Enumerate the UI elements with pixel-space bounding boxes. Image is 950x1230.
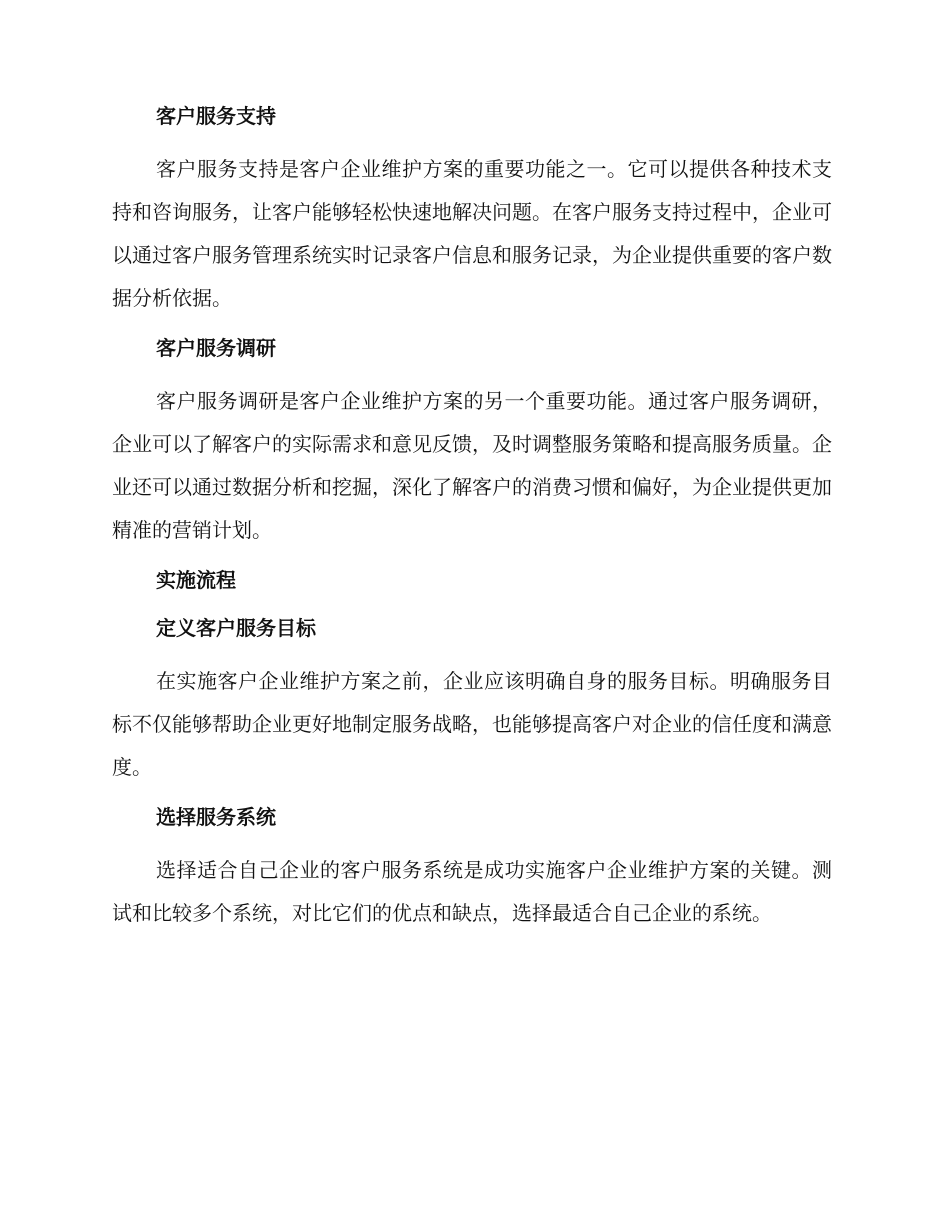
- section-heading-customer-service-support: 客户服务支持: [156, 104, 276, 128]
- section-heading-select-service-system: 选择服务系统: [156, 805, 276, 829]
- section-heading-define-service-goals: 定义客户服务目标: [156, 616, 316, 640]
- paragraph-select-service-system: 选择适合自己企业的客户服务系统是成功实施客户企业维护方案的关键。测试和比较多个系统，对比它们的优点和缺点，选择最适合自己企业的系统。: [112, 858, 832, 925]
- paragraph-customer-service-support: 客户服务支持是客户企业维护方案的重要功能之一。它可以提供各种技术支持和咨询服务，让客户能够轻松快速地解决问题。在客户服务支持过程中，企业可以通过客户服务管理系统实时记录客户信息和服务记录，为企业提供重要的客户数据分析依据。: [112, 157, 832, 310]
- paragraph-customer-service-research: 客户服务调研是客户企业维护方案的另一个重要功能。通过客户服务调研，企业可以了解客户的实际需求和意见反馈，及时调整服务策略和提高服务质量。企业还可以通过数据分析和挖掘，深化了解客户的消费习惯和偏好，为企业提供更加精准的营销计划。: [112, 389, 832, 542]
- paragraph-define-service-goals: 在实施客户企业维护方案之前，企业应该明确自身的服务目标。明确服务目标不仅能够帮助企业更好地制定服务战略，也能够提高客户对企业的信任度和满意度。: [112, 669, 832, 779]
- section-heading-implementation-process: 实施流程: [156, 568, 236, 592]
- section-heading-customer-service-research: 客户服务调研: [156, 336, 276, 360]
- document-page: [112, 100, 832, 947]
